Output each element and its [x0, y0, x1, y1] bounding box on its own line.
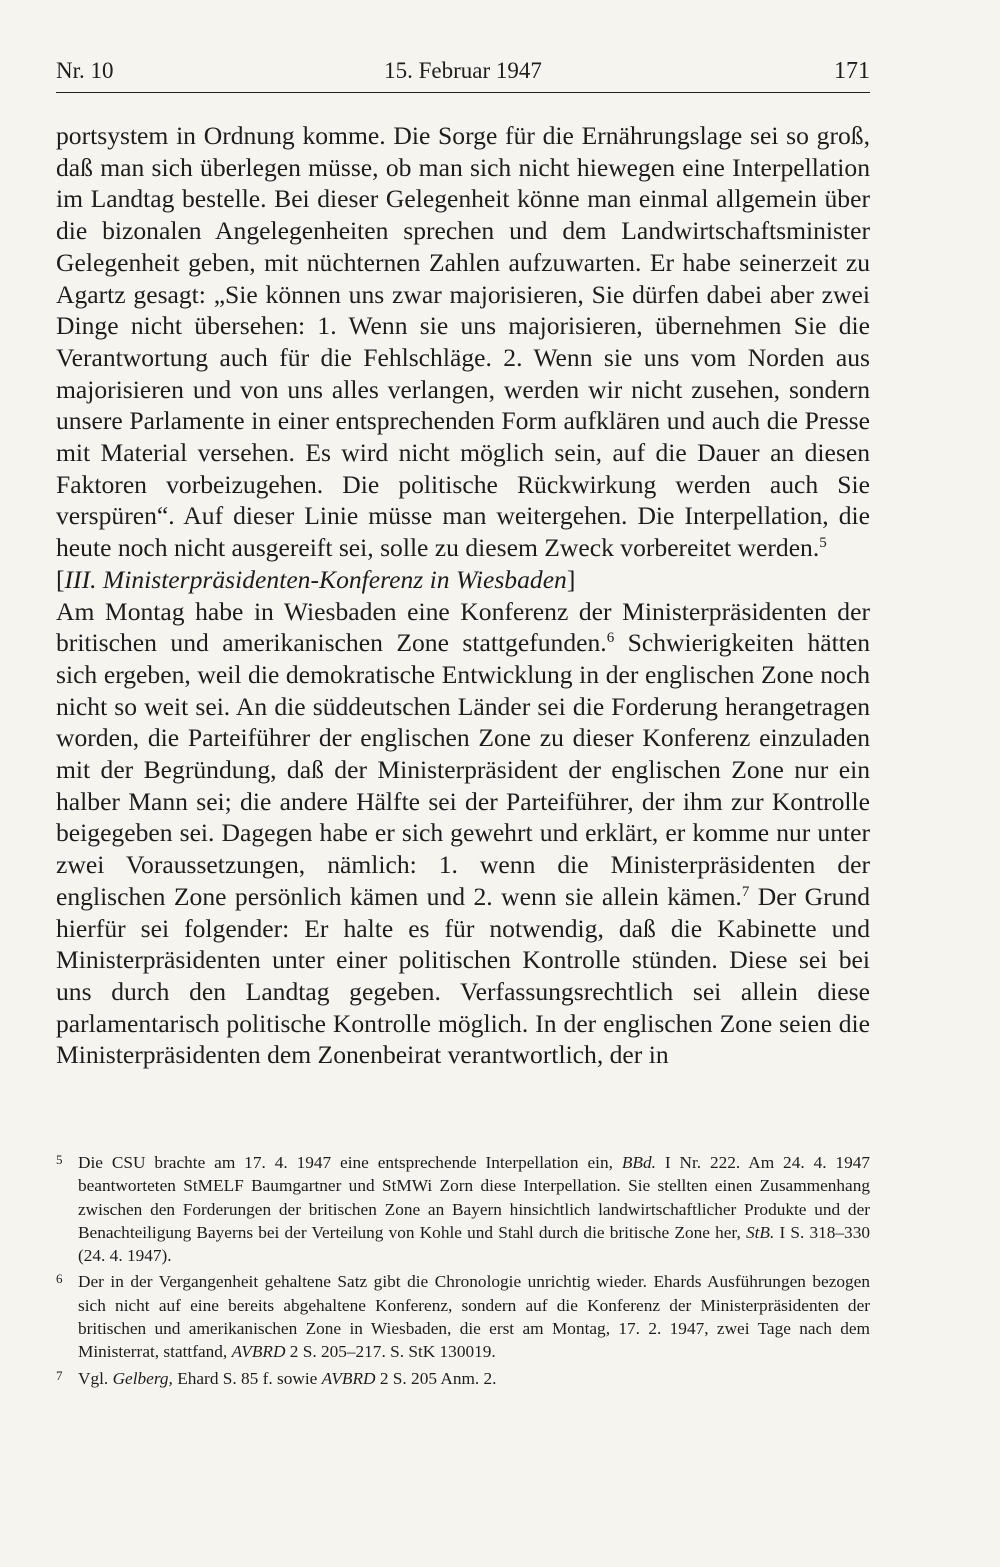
page-number: 171 [834, 58, 870, 84]
paragraph [56, 596, 870, 1072]
footnote-ref: 7 [741, 883, 750, 900]
running-header [56, 58, 870, 93]
footnote-text: Die CSU brachte am 17. 4. 1947 eine entsprechende Interpellation ein, [78, 1153, 622, 1172]
heading-bracket-close: ] [566, 564, 576, 594]
footnote-italic: StB. [745, 1222, 775, 1242]
footnote-text: Vgl. [78, 1368, 113, 1388]
footnote [56, 1367, 870, 1390]
footnote-italic: BBd. [621, 1153, 656, 1172]
footnote [56, 1151, 870, 1267]
paragraph-text: Schwierigkeiten hätten sich ergeben, weil die demokratische Entwicklung in der englischen Zone noch nicht so weit sei. An die süddeutschen Länder sei die Forderung herangetragen worden, die Parteiführer der englischen Zone zu dieser Konferenz einzuladen mit der Begründung, daß der Ministerpräsident der englischen Zone nur ein halber Mann sei; die andere Hälfte sei der Parteiführer, der ihm zur Kontrolle beigegeben sei. Dagegen habe er sich gewehrt und erklärt, er komme nur unter zwei Voraussetzungen, nämlich: 1. wenn die Ministerpräsidenten der englischen Zone persönlich kämen und 2. wenn sie allein kämen. [56, 628, 870, 911]
section-heading [56, 564, 870, 596]
footnote-italic: AVBRD [321, 1368, 376, 1388]
footnote-text: Ehard S. 85 f. sowie [172, 1368, 322, 1388]
main-text [56, 120, 870, 1071]
footnote-number: 5 [56, 1152, 63, 1167]
paragraph-text: Am Montag habe in Wiesbaden eine Konferenz der Ministerpräsidenten der britischen und amerikanischen Zone stattgefunden. [56, 596, 870, 658]
header-date: 15. Februar 1947 [384, 58, 542, 83]
footnote-text: 2 S. 205–217. S. StK 130019. [285, 1342, 496, 1362]
footnote-text: Der in der Vergangenheit gehaltene Satz gibt die Chronologie unrichtig wieder. Ehards Ausführungen bezogen sich nicht auf eine bereits abgehaltene Konferenz, sondern auf die Konferenz der Ministerpräsidenten der britischen und amerikanischen Zone in Wiesbaden, die erst am Montag, 17. 2. 1947, zwei Tage nach dem Ministerrat, stattfand, [78, 1272, 870, 1362]
paragraph [56, 120, 870, 564]
heading-bracket-open: [ [56, 564, 65, 594]
footnote-ref: 5 [819, 535, 827, 552]
paragraph-text: portsystem in Ordnung komme. Die Sorge für die Ernährungslage sei so groß, daß man sich überlegen müsse, ob man sich nicht hiewegen eine Interpellation im Landtag bestelle. Bei dieser Gelegenheit könne man einmal allgemein über die bizonalen Angelegenheiten sprechen und dem Landwirtschaftsminister Gelegenheit geben, mit nüchternen Zahlen aufzuwarten. Er habe seinerzeit zu Agartz gesagt: „Sie können uns zwar majorisieren, Sie dürfen dabei aber zwei Dinge nicht übersehen: 1. Wenn sie uns majorisieren, übernehmen Sie die Verantwortung auch für die Fehlschläge. 2. Wenn sie uns vom Norden aus majorisieren und von uns alles verlangen, werden wir nicht zusehen, sondern unsere Parlamente in einer entsprechenden Form aufklären und auch die Presse mit Material versehen. Es wird nicht möglich sein, auf die Dauer an diesen Faktoren vorbeizugehen. Die politische Rückwirkung werden auch Sie verspüren“. Auf dieser Linie müsse man weitergehen. Die Interpellation, die heute noch nicht ausgereift sei, solle zu diesem Zweck vorbereitet werden. [56, 121, 870, 563]
footnote-text: I Nr. 222. Am 24. 4. 1947 beantworteten StMELF Baumgartner und StMWi Zorn diese Interpellation. Sie stellten einen Zusammenhang zwischen den Forderungen der britischen Zone an Bayern hinsichtlich landwirtschaftlicher Produkte und der Benachteiligung Bayerns bei der Verteilung von Kohle und Stahl durch die britische Zone her, [78, 1153, 870, 1242]
footnote-italic: AVBRD [231, 1342, 286, 1362]
footnote-text: 2 S. 205 Anm. 2. [375, 1368, 497, 1388]
footnote-number: 6 [56, 1271, 63, 1287]
footnote-italic: Gelberg, [112, 1368, 173, 1388]
paragraph-text: Der Grund hierfür sei folgender: Er halte es für notwendig, daß die Kabinette und Ministerpräsidenten unter einer politischen Kontrolle stünden. Diese sei bei uns durch den Landtag gegeben. Verfassungsrechtlich sei allein diese parlamentarisch politische Kontrolle möglich. In der englischen Zone seien die Ministerpräsidenten dem Zonenbeirat verantwortlich, der in [56, 881, 871, 1070]
footnotes [56, 1151, 870, 1393]
footnote-ref: 6 [606, 630, 615, 647]
footnote-number: 7 [56, 1367, 63, 1383]
footnote-text: I S. 318–330 (24. 4. 1947). [78, 1222, 870, 1266]
footnote [56, 1270, 870, 1363]
heading-text: III. Ministerpräsidenten-Konferenz in Wiesbaden [64, 564, 567, 594]
document-number: Nr. 10 [56, 58, 114, 83]
